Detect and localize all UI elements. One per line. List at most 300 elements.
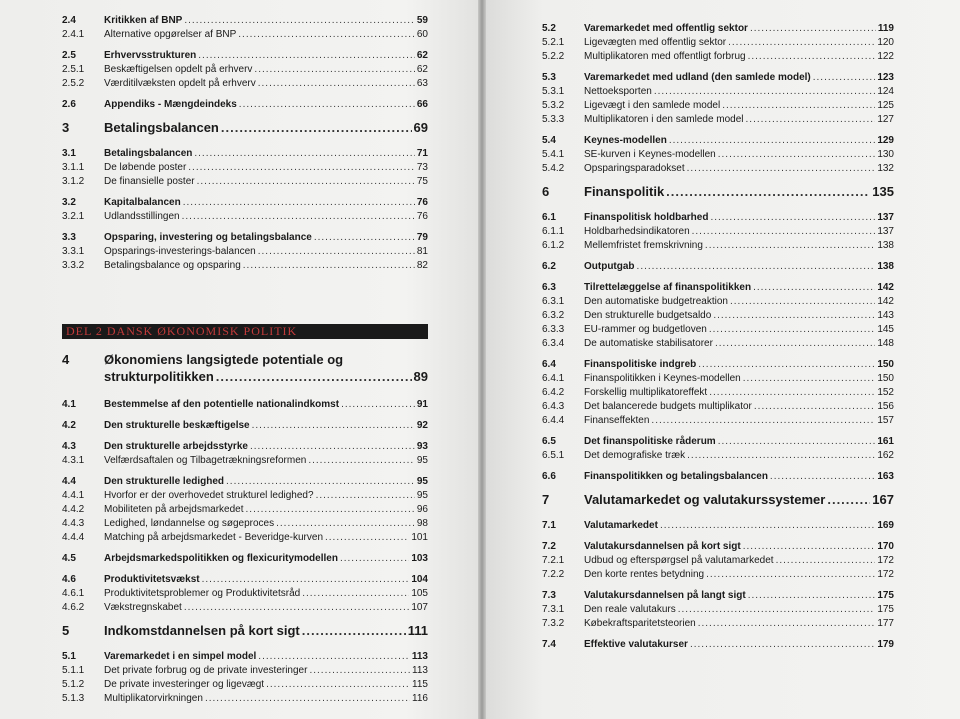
toc-page-number: 95 (416, 490, 428, 501)
toc-title: Betalingsbalancen (104, 120, 219, 135)
toc-number: 5.3.1 (542, 86, 565, 97)
toc-number: 4.4 (62, 476, 76, 487)
toc-number: 4.4.2 (62, 504, 85, 515)
toc-page-number: 157 (877, 415, 894, 426)
toc-group (62, 398, 428, 412)
toc-subsection-entry[interactable] (542, 323, 894, 337)
toc-number: 4.1 (62, 399, 76, 410)
toc-group (542, 435, 894, 463)
dot-leader (266, 678, 410, 692)
toc-subsection-entry[interactable] (542, 554, 894, 568)
toc-subsection-entry[interactable] (62, 454, 428, 468)
toc-subsection-entry[interactable] (542, 400, 894, 414)
right-page (486, 0, 960, 719)
toc-title: Udlandsstillingen (104, 211, 180, 222)
toc-section-entry[interactable] (62, 196, 428, 210)
toc-chapter-entry[interactable] (542, 183, 894, 201)
dot-leader (226, 475, 415, 489)
toc-number: 5.2.1 (542, 37, 565, 48)
book-gutter (478, 0, 486, 719)
toc-page-number: 89 (413, 369, 428, 384)
toc-number: 6 (542, 184, 550, 199)
toc-subsection-entry[interactable] (62, 161, 428, 175)
part-bar: DEL 2 DANSK ØKONOMISK POLITIK (62, 324, 428, 339)
toc-group (542, 134, 894, 176)
toc-page-number: 135 (872, 184, 894, 199)
left-toc-lower (62, 314, 428, 713)
toc-number: 6.4 (542, 359, 556, 370)
toc-subsection-entry[interactable] (62, 489, 428, 503)
toc-title: De automatiske stabilisatorer (584, 338, 713, 349)
dot-leader (722, 99, 875, 113)
toc-section-entry[interactable] (62, 573, 428, 587)
dot-leader (709, 323, 875, 337)
toc-section-entry[interactable] (62, 14, 428, 28)
toc-number: 4.2 (62, 420, 76, 431)
toc-subsection-entry[interactable] (62, 517, 428, 531)
toc-page-number: 172 (877, 555, 894, 566)
toc-subsection-entry[interactable] (542, 225, 894, 239)
toc-section-entry[interactable] (542, 470, 894, 484)
toc-subsection-entry[interactable] (542, 239, 894, 253)
dot-leader (637, 260, 876, 274)
toc-page-number: 120 (877, 37, 894, 48)
toc-subsection-entry[interactable] (62, 210, 428, 224)
toc-number: 5.1.3 (62, 693, 85, 704)
dot-leader (314, 231, 415, 245)
toc-subsection-entry[interactable] (62, 678, 428, 692)
toc-page-number: 169 (877, 520, 894, 531)
dot-leader (687, 162, 876, 176)
toc-page-number: 122 (877, 51, 894, 62)
toc-number: 4.3 (62, 441, 76, 452)
toc-section-entry[interactable] (542, 281, 894, 295)
toc-group (542, 638, 894, 652)
toc-page-number: 161 (877, 436, 894, 447)
toc-number: 6.4.1 (542, 373, 565, 384)
toc-number: 5.2.2 (542, 51, 565, 62)
toc-page-number: 62 (416, 50, 428, 61)
dot-leader (184, 14, 415, 28)
toc-title: Multiplikatoren i den samlede model (584, 114, 744, 125)
toc-page-number: 107 (411, 602, 428, 613)
toc-section-entry[interactable] (62, 650, 428, 664)
toc-subsection-entry[interactable] (542, 568, 894, 582)
toc-page-number: 76 (416, 197, 428, 208)
toc-section-entry[interactable] (62, 147, 428, 161)
dot-leader (197, 175, 415, 189)
toc-page-number: 137 (877, 212, 894, 223)
toc-number: 6.3.4 (542, 338, 565, 349)
dot-leader (827, 491, 870, 509)
toc-group (62, 49, 428, 91)
toc-subsection-entry[interactable] (542, 449, 894, 463)
toc-title: Det demografiske træk (584, 450, 686, 461)
toc-number: 4.4.1 (62, 490, 85, 501)
toc-number: 3.1.1 (62, 162, 85, 173)
toc-title: De finansielle poster (104, 176, 195, 187)
toc-subsection-entry[interactable] (542, 603, 894, 617)
toc-title: Mellemfristet fremskrivning (584, 240, 703, 251)
toc-group (62, 622, 428, 640)
dot-leader (221, 119, 412, 137)
toc-chapter-entry[interactable] (62, 119, 428, 137)
toc-page-number: 103 (411, 553, 428, 564)
toc-number: 6.1.1 (542, 226, 565, 237)
toc-number: 6.1.2 (542, 240, 565, 251)
dot-leader (660, 519, 875, 533)
toc-section-entry[interactable] (62, 231, 428, 245)
toc-number: 5.3 (542, 72, 556, 83)
toc-title: Den automatiske budgetreaktion (584, 296, 728, 307)
toc-page-number: 71 (416, 148, 428, 159)
toc-page-number: 93 (416, 441, 428, 452)
toc-title: Produktivitetsproblemer og Produktivitetsråd (104, 588, 301, 599)
toc-page-number: 143 (877, 310, 894, 321)
toc-subsection-entry[interactable] (542, 386, 894, 400)
toc-page-number: 81 (416, 246, 428, 257)
toc-number: 3.1.2 (62, 176, 85, 187)
toc-number: 6.5.1 (542, 450, 565, 461)
toc-group (62, 196, 428, 224)
toc-title: Forskellig multiplikatoreffekt (584, 387, 708, 398)
toc-number: 4.4.4 (62, 532, 85, 543)
toc-title: Varemarkedet i en simpel model (104, 651, 257, 662)
toc-subsection-entry[interactable] (542, 337, 894, 351)
toc-page-number: 156 (877, 401, 894, 412)
toc-section-entry[interactable] (62, 475, 428, 489)
toc-subsection-entry[interactable] (62, 28, 428, 42)
toc-section-entry[interactable] (542, 71, 894, 85)
toc-number: 2.5.1 (62, 64, 85, 75)
toc-number: 7.3.2 (542, 618, 565, 629)
toc-number: 7.2.1 (542, 555, 565, 566)
toc-number: 6.3 (542, 282, 556, 293)
right-toc (542, 22, 894, 659)
dot-leader (309, 664, 410, 678)
toc-page-number: 105 (411, 588, 428, 599)
toc-number: 2.6 (62, 99, 76, 110)
toc-number: 2.4.1 (62, 29, 85, 40)
toc-number: 7.2.2 (542, 569, 565, 580)
toc-subsection-entry[interactable] (62, 664, 428, 678)
toc-page-number: 150 (877, 373, 894, 384)
toc-subsection-entry[interactable] (542, 148, 894, 162)
toc-number: 4.6 (62, 574, 76, 585)
toc-number: 7.4 (542, 639, 556, 650)
toc-title: Kritikken af BNP (104, 15, 183, 26)
dot-leader (340, 552, 409, 566)
toc-number: 3.2 (62, 197, 76, 208)
toc-page-number: 59 (416, 15, 428, 26)
toc-subsection-entry[interactable] (62, 63, 428, 77)
toc-title: Den reale valutakurs (584, 604, 676, 615)
toc-subsection-entry[interactable] (62, 77, 428, 91)
dot-leader (710, 211, 875, 225)
toc-title: Opsparing, investering og betalingsbalance (104, 232, 312, 243)
toc-number: 6.4.2 (542, 387, 565, 398)
toc-title: Vækstregnskabet (104, 602, 182, 613)
toc-subsection-entry[interactable] (542, 36, 894, 50)
dot-leader (669, 134, 876, 148)
toc-number: 7.3.1 (542, 604, 565, 615)
toc-group (542, 281, 894, 351)
dot-leader (713, 309, 875, 323)
toc-subsection-entry[interactable] (542, 85, 894, 99)
toc-page-number: 170 (877, 541, 894, 552)
toc-number: 3.2.1 (62, 211, 85, 222)
toc-title: Kapitalbalancen (104, 197, 181, 208)
toc-subsection-entry[interactable] (542, 309, 894, 323)
toc-page-number: 76 (416, 211, 428, 222)
toc-title: Varemarkedet med offentlig sektor (584, 23, 748, 34)
left-toc-upper (62, 14, 428, 280)
toc-title: Arbejdsmarkedspolitikken og flexicuritymodellen (104, 553, 338, 564)
dot-leader (184, 601, 409, 615)
chapter-4-heading[interactable] (62, 351, 428, 386)
dot-leader (692, 225, 876, 239)
dot-leader (753, 281, 875, 295)
toc-subsection-entry[interactable] (542, 99, 894, 113)
toc-title: Mobiliteten på arbejdsmarkedet (104, 504, 244, 515)
toc-page-number: 142 (877, 296, 894, 307)
toc-title: Den strukturelle ledighed (104, 476, 225, 487)
toc-subsection-entry[interactable] (542, 113, 894, 127)
toc-section-entry[interactable] (542, 638, 894, 652)
toc-number: 5 (62, 623, 70, 638)
toc-number: 6.3.3 (542, 324, 565, 335)
dot-leader (718, 435, 876, 449)
toc-title: Valutamarkedet (584, 520, 658, 531)
toc-number: 7.1 (542, 520, 556, 531)
toc-page-number: 113 (411, 651, 428, 662)
toc-title: Valutakursdannelsen på langt sigt (584, 590, 746, 601)
dot-leader (198, 49, 415, 63)
toc-section-entry[interactable] (62, 98, 428, 112)
toc-number: 3.3.1 (62, 246, 85, 257)
toc-group (542, 589, 894, 631)
toc-group (62, 419, 428, 433)
toc-section-entry[interactable] (542, 211, 894, 225)
toc-number: 5.2 (542, 23, 556, 34)
toc-page-number: 138 (877, 240, 894, 251)
toc-page-number: 124 (877, 86, 894, 97)
dot-leader (258, 77, 415, 91)
toc-title: Indkomstdannelsen på kort sigt (104, 623, 300, 638)
dot-leader (754, 400, 875, 414)
toc-title: strukturpolitikken (104, 369, 214, 384)
toc-number: 5.1.2 (62, 679, 85, 690)
dot-leader (730, 295, 875, 309)
toc-page-number: 91 (416, 399, 428, 410)
toc-subsection-entry[interactable] (542, 617, 894, 631)
toc-title: Finanspolitisk holdbarhed (584, 212, 709, 223)
toc-subsection-entry[interactable] (62, 175, 428, 189)
toc-subsection-entry[interactable] (62, 587, 428, 601)
toc-title: Multiplikatorvirkningen (104, 693, 203, 704)
toc-number: 5.4 (542, 135, 556, 146)
toc-title: Bestemmelse af den potentielle nationalindkomst (104, 399, 340, 410)
dot-leader (743, 540, 876, 554)
dot-leader (750, 22, 876, 36)
toc-number: 5.1.1 (62, 665, 85, 676)
toc-page-number: 152 (877, 387, 894, 398)
toc-group (542, 470, 894, 484)
dot-leader (654, 85, 875, 99)
toc-page-number: 125 (877, 100, 894, 111)
toc-number: 6.1 (542, 212, 556, 223)
dot-leader (250, 440, 415, 454)
toc-subsection-entry[interactable] (62, 692, 428, 706)
toc-title: Produktivitetsvækst (104, 574, 200, 585)
toc-number: 4.5 (62, 553, 76, 564)
toc-subsection-entry[interactable] (542, 162, 894, 176)
dot-leader (770, 470, 875, 484)
toc-title: Varemarkedet med udland (den samlede model) (584, 72, 811, 83)
dot-leader (302, 587, 409, 601)
toc-title: Den strukturelle arbejdsstyrke (104, 441, 248, 452)
toc-section-entry[interactable] (542, 134, 894, 148)
toc-subsection-entry[interactable] (542, 414, 894, 428)
toc-page-number: 111 (407, 623, 428, 638)
toc-subsection-entry[interactable] (542, 295, 894, 309)
toc-section-entry[interactable] (62, 398, 428, 412)
dot-leader (239, 98, 415, 112)
dot-leader (748, 50, 876, 64)
toc-subsection-entry[interactable] (542, 50, 894, 64)
toc-page-number: 104 (411, 574, 428, 585)
toc-number: 5.4.1 (542, 149, 565, 160)
toc-section-entry[interactable] (62, 49, 428, 63)
toc-title: Opsparings-investerings-balancen (104, 246, 256, 257)
toc-page-number: 129 (877, 135, 894, 146)
toc-group (62, 475, 428, 545)
toc-title: Ledighed, løndannelse og søgeproces (104, 518, 275, 529)
toc-number: 2.5 (62, 50, 76, 61)
toc-title: Effektive valutakurser (584, 639, 688, 650)
toc-section-entry[interactable] (62, 419, 428, 433)
toc-number: 2.4 (62, 15, 76, 26)
dot-leader (651, 414, 875, 428)
toc-number: 5.3.2 (542, 100, 565, 111)
toc-title: Alternative opgørelser af BNP (104, 29, 237, 40)
toc-page-number: 95 (416, 476, 428, 487)
toc-subsection-entry[interactable] (62, 259, 428, 273)
toc-page-number: 60 (416, 29, 428, 40)
toc-number: 4.6.1 (62, 588, 85, 599)
toc-title: Valutakursdannelsen på kort sigt (584, 541, 741, 552)
toc-number: 3.3 (62, 232, 76, 243)
toc-title: De løbende poster (104, 162, 187, 173)
toc-section-entry[interactable] (542, 519, 894, 533)
toc-page-number: 172 (877, 569, 894, 580)
toc-group (62, 14, 428, 42)
toc-number: 6.4.4 (542, 415, 565, 426)
dot-leader (666, 183, 870, 201)
toc-page-number: 162 (877, 450, 894, 461)
dot-leader (687, 449, 875, 463)
toc-subsection-entry[interactable] (62, 245, 428, 259)
toc-title: Det balancerede budgets multiplikator (584, 401, 752, 412)
toc-number: 6.3.1 (542, 296, 565, 307)
toc-title: Appendiks - Mængdeindeks (104, 99, 237, 110)
toc-title: Ligevægt i den samlede model (584, 100, 721, 111)
toc-section-entry[interactable] (542, 589, 894, 603)
toc-page-number: 92 (416, 420, 428, 431)
toc-page-number: 123 (877, 72, 894, 83)
toc-title: Matching på arbejdsmarkedet - Beveridge-kurven (104, 532, 323, 543)
toc-page-number: 98 (416, 518, 428, 529)
toc-page-number: 175 (877, 590, 894, 601)
dot-leader (182, 210, 415, 224)
dot-leader (341, 398, 415, 412)
toc-number: 7.2 (542, 541, 556, 552)
toc-title: Købekraftsparitetsteorien (584, 618, 696, 629)
dot-leader (183, 196, 415, 210)
toc-group (542, 358, 894, 428)
left-page (0, 0, 478, 719)
toc-page-number: 113 (412, 665, 428, 676)
toc-section-entry[interactable] (542, 358, 894, 372)
toc-page-number: 79 (416, 232, 428, 243)
toc-number: 6.4.3 (542, 401, 565, 412)
toc-title: Holdbarhedsindikatoren (584, 226, 690, 237)
toc-page-number: 163 (877, 471, 894, 482)
toc-section-entry[interactable] (62, 552, 428, 566)
dot-leader (746, 113, 876, 127)
toc-page-number: 167 (872, 492, 894, 507)
dot-leader (718, 148, 876, 162)
dot-leader (258, 650, 410, 664)
toc-group (62, 573, 428, 615)
toc-group (542, 211, 894, 253)
toc-section-entry[interactable] (542, 260, 894, 274)
toc-title: Finanspolitikken i Keynes-modellen (584, 373, 741, 384)
toc-number: 5.4.2 (542, 163, 565, 174)
toc-group (62, 231, 428, 273)
toc-page-number: 175 (877, 604, 894, 615)
toc-subsection-entry[interactable] (62, 601, 428, 615)
toc-title: SE-kurven i Keynes-modellen (584, 149, 716, 160)
dot-leader (743, 372, 876, 386)
toc-title: Finanspolitiske indgreb (584, 359, 697, 370)
dot-leader (325, 531, 409, 545)
toc-page-number: 177 (877, 618, 894, 629)
toc-number: 6.6 (542, 471, 556, 482)
toc-chapter-entry[interactable] (62, 622, 428, 640)
toc-chapter-entry[interactable] (542, 491, 894, 509)
dot-leader (698, 617, 876, 631)
toc-title: Værditilvæksten opdelt på erhverv (104, 78, 256, 89)
toc-page-number: 127 (877, 114, 894, 125)
dot-leader (216, 368, 412, 386)
toc-page-number: 132 (877, 163, 894, 174)
toc-page-number: 101 (411, 532, 428, 543)
toc-number: 6.5 (542, 436, 556, 447)
toc-page-number: 142 (877, 282, 894, 293)
toc-section-entry[interactable] (542, 540, 894, 554)
toc-subsection-entry[interactable] (542, 372, 894, 386)
toc-title: Den strukturelle beskæftigelse (104, 420, 250, 431)
toc-section-entry[interactable] (62, 440, 428, 454)
toc-subsection-entry[interactable] (62, 531, 428, 545)
toc-subsection-entry[interactable] (62, 503, 428, 517)
dot-leader (246, 503, 415, 517)
toc-page-number: 66 (416, 99, 428, 110)
toc-title: Valutamarkedet og valutakurssystemer (584, 492, 826, 507)
toc-section-entry[interactable] (542, 435, 894, 449)
toc-section-entry[interactable] (542, 22, 894, 36)
